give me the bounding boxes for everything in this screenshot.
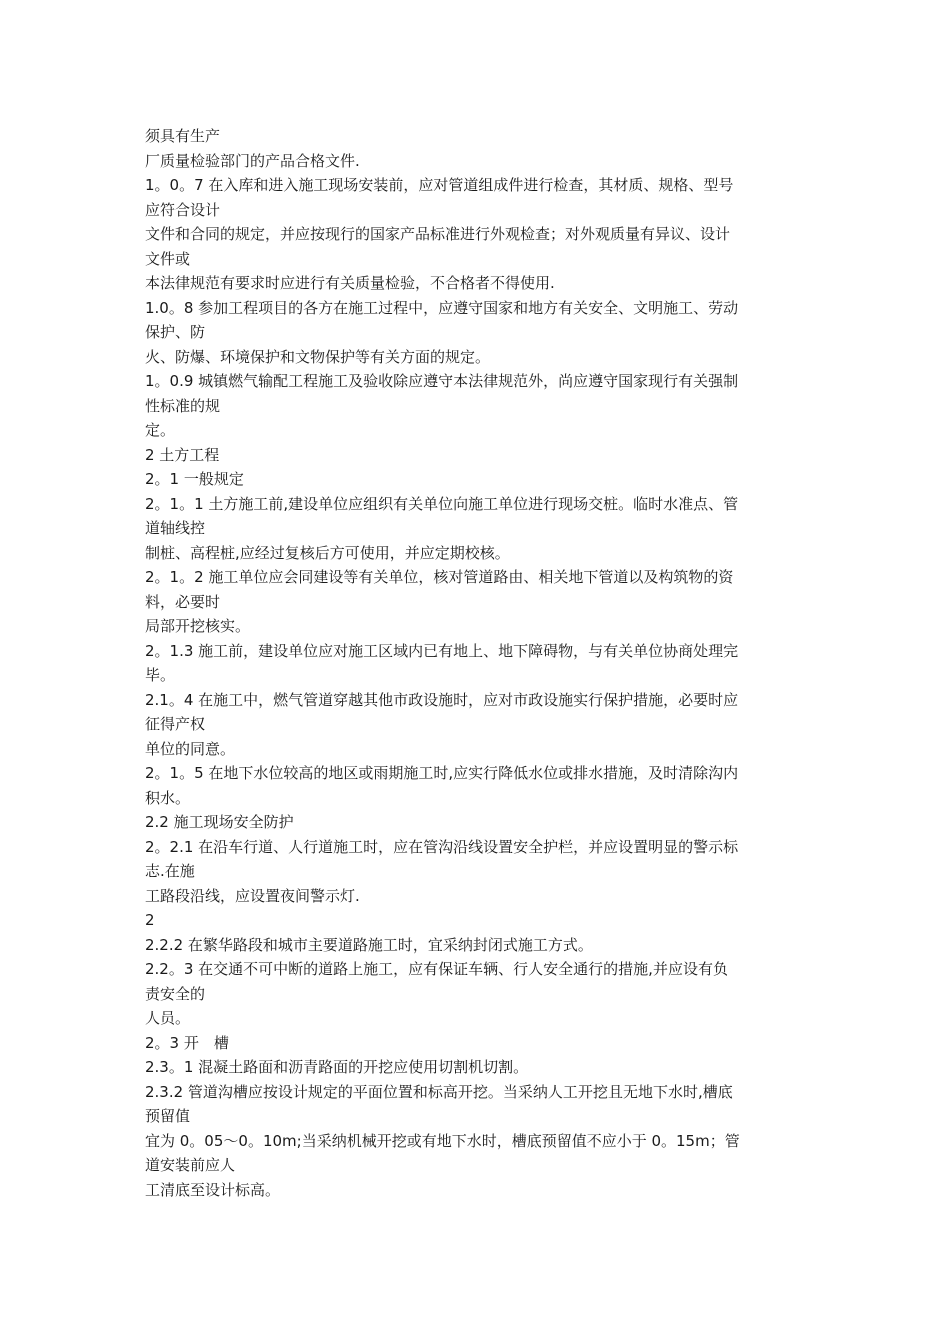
text-line: 宜为 0。05～0。10m;当采纳机械开挖或有地下水时，槽底预留值不应小于 0。15m；管 (145, 1131, 740, 1150)
text-line: 工路段沿线，应设置夜间警示灯. (145, 886, 360, 905)
clause-2-2-3: 2.2。3 在交通不可中断的道路上施工，应有保证车辆、行人安全通行的措施,并应设有负 (145, 960, 728, 978)
clause-2-2-1: 2。2.1 在沿车行道、人行道施工时，应在管沟沿线设置安全护栏，并应设置明显的警示标 (145, 837, 739, 856)
text-line: 道安装前应人 (145, 1156, 236, 1174)
subsection-heading-2-3: 2。3 开 槽 (145, 1033, 229, 1052)
text-line: 征得产权 (145, 715, 206, 733)
text-line: 人员。 (145, 1009, 191, 1027)
section-heading-2: 2 土方工程 (145, 445, 220, 464)
text-line: 火、防爆、环境保护和文物保护等有关方面的规定。 (145, 347, 491, 366)
text-line: 工清底至设计标高。 (145, 1180, 281, 1199)
clause-2-1-5: 2。1。5 在地下水位较高的地区或雨期施工时,应实行降低水位或排水措施，及时清除沟内 (145, 764, 739, 782)
text-line: 定。 (145, 421, 176, 439)
text-line: 须具有生产 (145, 127, 221, 145)
text-line: 志.在施 (145, 862, 195, 880)
clause-1-0-7: 1。0。7 在入库和进入施工现场安装前，应对管道组成件进行检查，其材质、规格、型号 (145, 176, 734, 194)
subsection-heading-2-1: 2。1 一般规定 (145, 470, 244, 488)
text-line: 积水。 (145, 788, 191, 807)
text-line: 厂质量检验部门的产品合格文件. (145, 151, 360, 170)
text-line: 保护、防 (145, 323, 206, 341)
clause-2-1-3: 2。1.3 施工前，建设单位应对施工区域内已有地上、地下障碍物，与有关单位协商处理完 (145, 641, 739, 660)
clause-2-2-2: 2.2.2 在繁华路段和城市主要道路施工时，宜采纳封闭式施工方式。 (145, 935, 593, 954)
text-line: 料，必要时 (145, 592, 221, 611)
text-line: 文件或 (145, 249, 191, 268)
text-line: 性标准的规 (145, 396, 221, 415)
clause-1-0-8: 1.0。8 参加工程项目的各方在施工过程中，应遵守国家和地方有关安全、文明施工、劳动 (145, 298, 739, 317)
clause-2-1-2: 2。1。2 施工单位应会同建设等有关单位，核对管道路由、相关地下管道以及构筑物的资 (145, 568, 734, 586)
text-line: 责安全的 (145, 984, 206, 1003)
text-line: 制桩、高程桩,应经过复核后方可使用，并应定期校核。 (145, 543, 510, 562)
clause-2-1-4: 2.1。4 在施工中，燃气管道穿越其他市政设施时，应对市政设施实行保护措施，必要时应 (145, 690, 739, 709)
text-line: 单位的同意。 (145, 739, 236, 758)
clause-1-0-9: 1。0.9 城镇燃气输配工程施工及验收除应遵守本法律规范外，尚应遵守国家现行有关强制 (145, 372, 739, 390)
text-line: 文件和合同的规定，并应按现行的国家产品标准进行外观检查；对外观质量有异议、设计 (145, 225, 731, 243)
text-line: 本法律规范有要求时应进行有关质量检验，不合格者不得使用. (145, 274, 555, 292)
clause-2-1-1: 2。1。1 土方施工前,建设单位应组织有关单位向施工单位进行现场交桩。临时水准点、管 (145, 494, 739, 513)
document-body (145, 124, 815, 1202)
page-number: 2 (145, 911, 155, 929)
subsection-heading-2-2: 2.2 施工现场安全防护 (145, 813, 294, 831)
text-line: 道轴线控 (145, 519, 206, 537)
clause-2-3-2: 2.3.2 管道沟槽应按设计规定的平面位置和标高开挖。当采纳人工开挖且无地下水时,槽底 (145, 1082, 733, 1101)
text-line: 毕。 (145, 666, 176, 684)
clause-2-3-1: 2.3。1 混凝土路面和沥青路面的开挖应使用切割机切割。 (145, 1058, 529, 1076)
text-line: 预留值 (145, 1107, 191, 1125)
text-line: 局部开挖核实。 (145, 617, 251, 635)
text-line: 应符合设计 (145, 200, 221, 219)
